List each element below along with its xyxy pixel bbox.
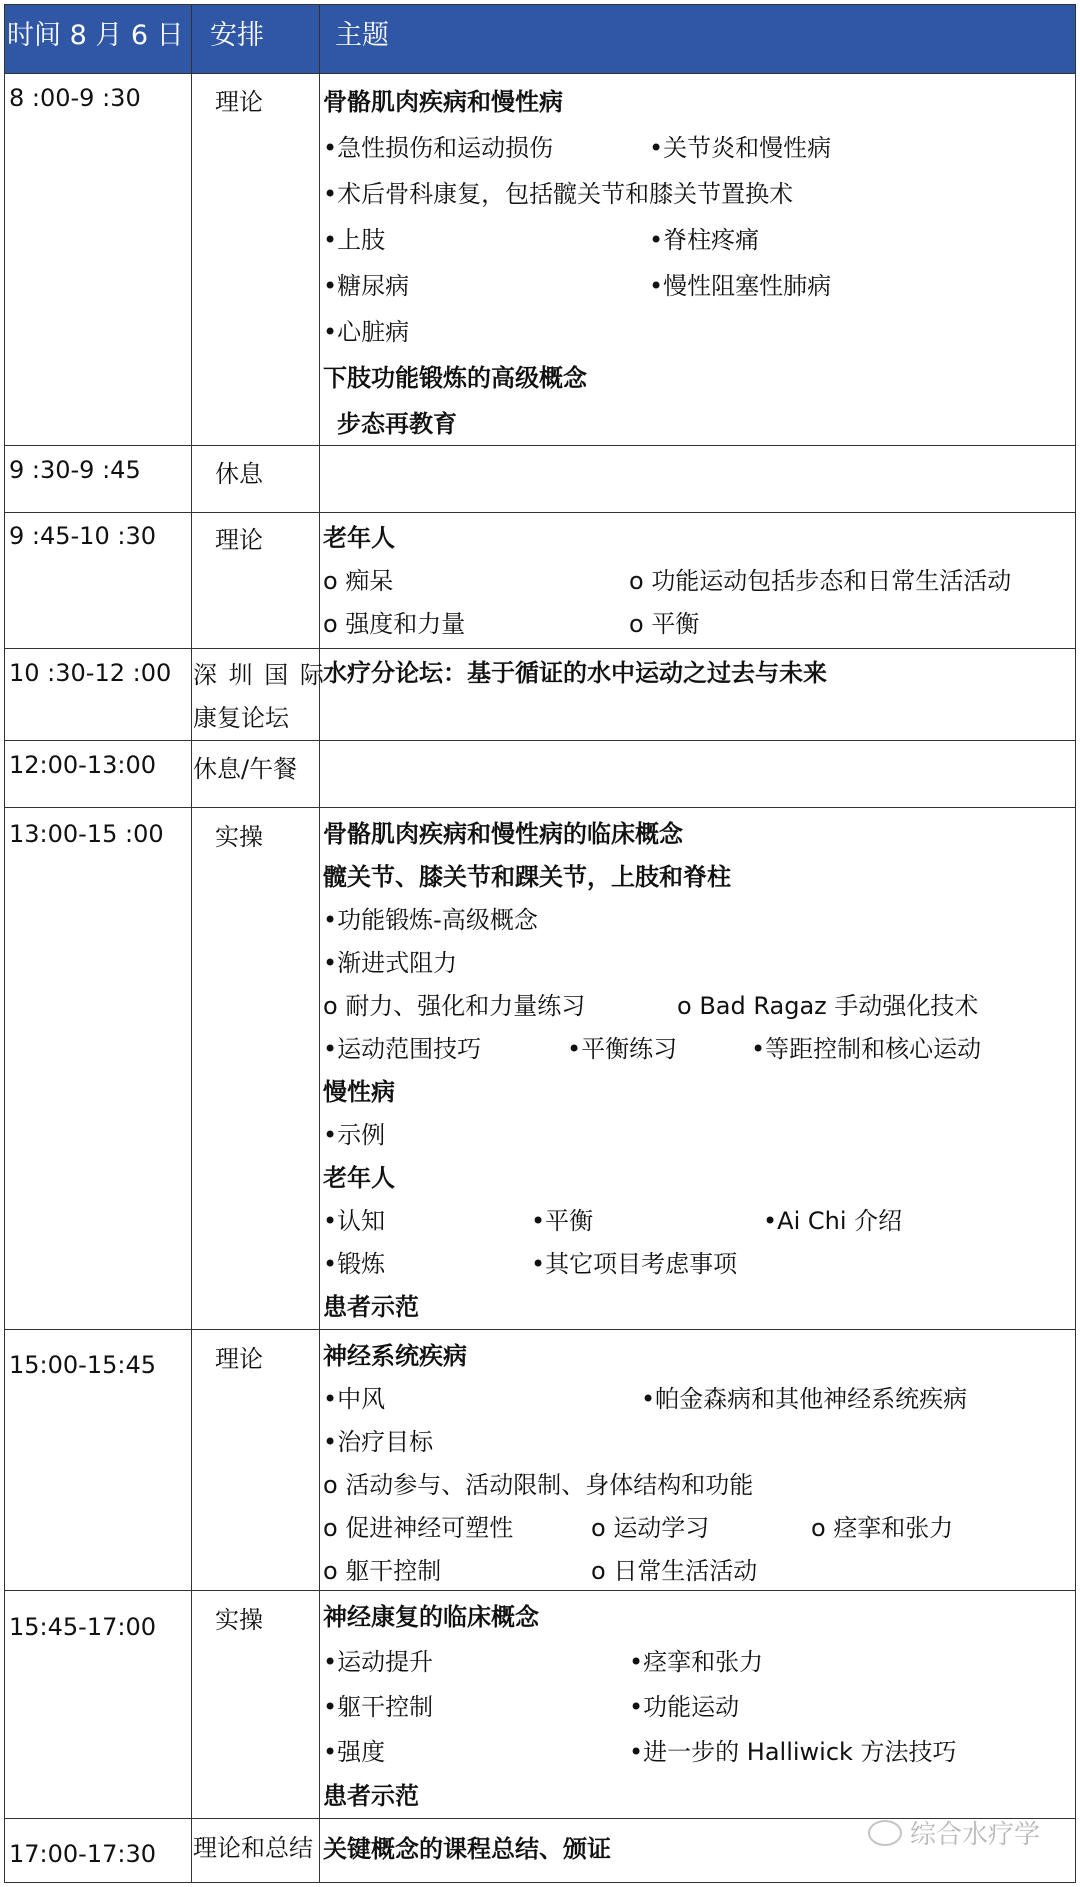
topic-heading: 步态再教育 — [337, 410, 457, 438]
watermark — [868, 1814, 1040, 1851]
wechat-icon — [868, 1820, 902, 1846]
topic-heading: 骨骼肌肉疾病和慢性病 — [323, 88, 563, 116]
column-divider — [191, 5, 192, 1882]
topic-item: •脊柱疼痛 — [649, 226, 760, 254]
row-type: 实操 — [215, 1606, 263, 1634]
topic-item: o 耐力、强化和力量练习 — [323, 992, 586, 1020]
row-time: 9 :45-10 :30 — [9, 522, 156, 550]
topic-item: o Bad Ragaz 手动强化技术 — [677, 992, 979, 1020]
topic-item: •渐进式阻力 — [323, 949, 458, 977]
topic-heading: 神经康复的临床概念 — [323, 1603, 539, 1631]
topic-item: •上肢 — [323, 226, 386, 254]
topic-heading: 下肢功能锻炼的高级概念 — [323, 364, 587, 392]
topic-item: •平衡练习 — [567, 1035, 678, 1063]
topic-item: o 躯干控制 — [323, 1557, 442, 1585]
topic-item: •Ai Chi 介绍 — [763, 1207, 903, 1235]
topic-heading: 髋关节、膝关节和踝关节，上肢和脊柱 — [323, 863, 731, 891]
topic-item: o 痴呆 — [323, 567, 394, 595]
topic-heading: 老年人 — [323, 524, 395, 552]
topic-item: •强度 — [323, 1738, 386, 1766]
topic-item: o 运动学习 — [591, 1514, 710, 1542]
row-time: 10 :30-12 :00 — [9, 659, 172, 687]
row-time: 15:45-17:00 — [9, 1613, 156, 1641]
column-divider — [319, 5, 320, 1882]
topic-item: o 痉挛和张力 — [811, 1514, 954, 1542]
topic-item: •中风 — [323, 1385, 386, 1413]
row-time: 13:00-15 :00 — [9, 820, 164, 848]
row-divider — [5, 512, 1075, 513]
header-arrange: 安排 — [210, 20, 264, 51]
row-time: 8 :00-9 :30 — [9, 84, 141, 112]
row-type: 理论 — [215, 88, 263, 116]
topic-item: •运动提升 — [323, 1648, 434, 1676]
topic-item: •进一步的 Halliwick 方法技巧 — [629, 1738, 957, 1766]
topic-heading: 患者示范 — [323, 1293, 419, 1321]
topic-item: •平衡 — [531, 1207, 594, 1235]
topic-item: •运动范围技巧 — [323, 1035, 482, 1063]
row-time: 9 :30-9 :45 — [9, 456, 141, 484]
row-type: 理论和总结 — [193, 1834, 313, 1862]
row-time: 12:00-13:00 — [9, 751, 156, 779]
topic-item: o 功能运动包括步态和日常生活活动 — [629, 567, 1012, 595]
row-type: 理论 — [215, 1345, 263, 1373]
watermark-text: 综合水疗学 — [909, 1820, 1040, 1850]
topic-item: o 日常生活活动 — [591, 1557, 758, 1585]
topic-heading: 神经系统疾病 — [323, 1342, 467, 1370]
topic-item: •痉挛和张力 — [629, 1648, 764, 1676]
row-divider — [5, 740, 1075, 741]
row-divider — [5, 1329, 1075, 1330]
topic-heading: 关键概念的课程总结、颁证 — [323, 1835, 611, 1863]
topic-item: •慢性阻塞性肺病 — [649, 272, 832, 300]
row-type: 休息 — [215, 460, 263, 488]
schedule-table — [4, 4, 1076, 1883]
row-type: 休息/午餐 — [193, 755, 298, 783]
table-header — [5, 5, 1075, 73]
topic-item: •功能锻炼-高级概念 — [323, 906, 538, 934]
topic-item: •其它项目考虑事项 — [531, 1250, 738, 1278]
topic-item: •躯干控制 — [323, 1693, 434, 1721]
row-divider — [5, 73, 1075, 74]
topic-heading: 患者示范 — [323, 1782, 419, 1810]
topic-item: •帕金森病和其他神经系统疾病 — [641, 1385, 968, 1413]
topic-item: •急性损伤和运动损伤 — [323, 134, 554, 162]
topic-item: o 活动参与、活动限制、身体结构和功能 — [323, 1471, 754, 1499]
topic-item: •认知 — [323, 1207, 386, 1235]
topic-item: o 强度和力量 — [323, 610, 466, 638]
topic-item: •功能运动 — [629, 1693, 740, 1721]
row-type: 实操 — [215, 823, 263, 851]
topic-item: •关节炎和慢性病 — [649, 134, 832, 162]
topic-item: •治疗目标 — [323, 1428, 434, 1456]
topic-heading: 骨骼肌肉疾病和慢性病的临床概念 — [323, 820, 683, 848]
topic-heading: 老年人 — [323, 1164, 395, 1192]
topic-item: •锻炼 — [323, 1250, 386, 1278]
topic-item: •糖尿病 — [323, 272, 410, 300]
row-type-line2: 康复论坛 — [193, 704, 289, 732]
row-divider — [5, 807, 1075, 808]
topic-heading: 水疗分论坛：基于循证的水中运动之过去与未来 — [323, 659, 827, 687]
row-divider — [5, 445, 1075, 446]
topic-item: •术后骨科康复，包括髋关节和膝关节置换术 — [323, 180, 794, 208]
topic-item: •示例 — [323, 1121, 386, 1149]
row-divider — [5, 648, 1075, 649]
topic-item: •等距控制和核心运动 — [751, 1035, 982, 1063]
row-divider — [5, 1590, 1075, 1591]
topic-heading: 慢性病 — [323, 1078, 395, 1106]
topic-item: o 促进神经可塑性 — [323, 1514, 514, 1542]
row-time: 15:00-15:45 — [9, 1351, 156, 1379]
topic-item: o 平衡 — [629, 610, 700, 638]
row-time: 17:00-17:30 — [9, 1840, 156, 1868]
row-type: 理论 — [215, 526, 263, 554]
header-topic: 主题 — [335, 20, 389, 51]
row-type: 深 圳 国 际 — [193, 661, 326, 689]
topic-item: •心脏病 — [323, 318, 410, 346]
header-time: 时间 8 月 6 日 — [7, 20, 184, 51]
